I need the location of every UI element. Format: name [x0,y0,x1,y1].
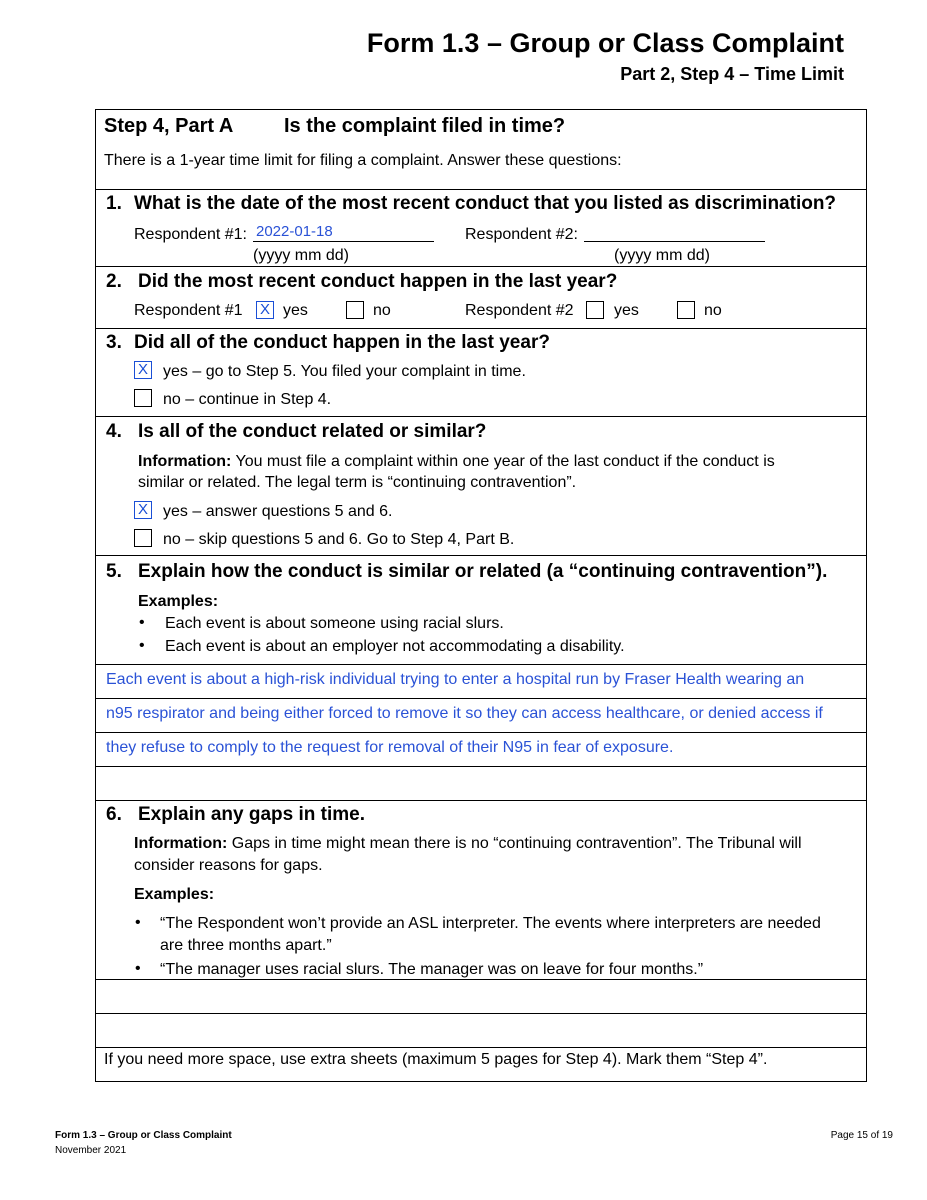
q2-r2-yes-label: yes [614,302,639,319]
q6-info-line2: consider reasons for gaps. [134,857,323,874]
q1-respondent2-label: Respondent #2: [465,226,578,243]
bullet-icon: • [135,914,141,931]
row-divider [95,979,867,980]
q5-title: Explain how the conduct is similar or related (a “continuing contravention”). [138,561,828,582]
q6-number: 6. [106,804,122,825]
q2-r1-yes-label: yes [283,302,308,319]
q6-information [134,835,802,853]
q1-respondent1-date-field[interactable]: 2022-01-18 [256,223,333,240]
q1-date-hint-1: (yyyy mm dd) [253,247,349,264]
q2-r2-no-label: no [704,302,722,319]
q4-number: 4. [106,421,122,442]
q4-info-text: You must file a complaint within one year of the last conduct if the conduct is [231,453,775,470]
q2-r1-no-checkbox[interactable] [346,301,364,319]
q6-info-label: Information: [134,835,228,852]
q2-r2-no-checkbox[interactable] [677,301,695,319]
form-title: Form 1.3 – Group or Class Complaint [366,28,844,58]
q6-example-1-line-1: “The Respondent won’t provide an ASL interpreter. The events where interpreters are needed [160,915,821,932]
q1-respondent2-underline [584,241,765,242]
q3-title: Did all of the conduct happen in the last year? [134,332,550,353]
q2-r1-no-label: no [373,302,391,319]
q3-yes-label: yes – go to Step 5. You filed your complaint in time. [163,363,526,380]
bullet-icon: • [139,637,145,654]
q3-yes-checkbox[interactable]: X [134,361,152,379]
q6-examples-label: Examples: [134,886,215,903]
q4-info-label: Information: [138,453,232,470]
row-divider [95,555,867,556]
bullet-icon: • [139,614,145,631]
form-subtitle: Part 2, Step 4 – Time Limit [620,64,844,84]
q4-yes-label: yes – answer questions 5 and 6. [163,503,393,520]
row-divider [95,1047,867,1048]
q5-answer-line-3[interactable]: they refuse to comply to the request for removal of their N95 in fear of exposure. [106,739,674,756]
row-divider [95,1013,867,1014]
q6-example-1-line-2: are three months apart.” [160,937,332,954]
q2-r1-yes-checkbox[interactable]: X [256,301,274,319]
more-space-note: If you need more space, use extra sheets (maximum 5 pages for Step 4). Mark them “Step 4”. [104,1051,768,1068]
row-divider [95,664,867,665]
row-divider [95,698,867,699]
step-question: Is the complaint filed in time? [284,115,566,137]
q2-respondent1-label: Respondent #1 [134,302,243,319]
q6-example-2: “The manager uses racial slurs. The manager was on leave for four months.” [160,961,704,978]
row-divider [95,800,867,801]
row-divider [95,328,867,329]
q4-information [138,453,775,471]
q4-no-checkbox[interactable] [134,529,152,547]
q2-r2-yes-checkbox[interactable] [586,301,604,319]
q2-number: 2. [106,271,122,292]
q6-answer-line-1[interactable] [106,987,856,1007]
q1-title: What is the date of the most recent conduct that you listed as discrimination? [134,193,837,214]
q4-yes-checkbox[interactable]: X [134,501,152,519]
footer-form-name: Form 1.3 – Group or Class Complaint [55,1130,232,1141]
q5-example-1: Each event is about someone using racial slurs. [165,615,504,632]
row-divider [95,266,867,267]
step-intro: There is a 1-year time limit for filing a complaint. Answer these questions: [104,152,622,169]
q4-no-label: no – skip questions 5 and 6. Go to Step 4, Part B. [163,531,515,548]
footer-page-number: Page 15 of 19 [830,1130,893,1141]
q3-number: 3. [106,332,122,353]
q1-respondent1-underline [253,241,434,242]
bullet-icon: • [135,960,141,977]
q1-respondent1-label: Respondent #1: [134,226,247,243]
q5-answer-line-2[interactable]: n95 respirator and being either forced to remove it so they can access healthcare, or denied access if [106,705,823,722]
row-divider [95,416,867,417]
q3-no-label: no – continue in Step 4. [163,391,332,408]
q1-number: 1. [106,193,122,214]
row-divider [95,766,867,767]
q5-answer-line-4[interactable] [106,773,856,793]
step-label: Step 4, Part A [104,115,234,137]
q6-info-text: Gaps in time might mean there is no “continuing contravention”. The Tribunal will [227,835,802,852]
row-divider [95,732,867,733]
q3-no-checkbox[interactable] [134,389,152,407]
footer-date: November 2021 [55,1145,127,1156]
q5-answer-line-1[interactable]: Each event is about a high-risk individual trying to enter a hospital run by Fraser Health wearing an [106,671,805,688]
q5-examples-label: Examples: [138,593,219,610]
q2-respondent2-label: Respondent #2 [465,302,574,319]
q6-answer-line-2[interactable] [106,1021,856,1041]
q1-date-hint-2: (yyyy mm dd) [614,247,710,264]
q2-title: Did the most recent conduct happen in the last year? [138,271,618,292]
q6-title: Explain any gaps in time. [138,804,366,825]
q5-number: 5. [106,561,122,582]
row-divider [95,189,867,190]
q4-info-line2: similar or related. The legal term is “continuing contravention”. [138,474,577,491]
q4-title: Is all of the conduct related or similar? [138,421,487,442]
q5-example-2: Each event is about an employer not accommodating a disability. [165,638,625,655]
